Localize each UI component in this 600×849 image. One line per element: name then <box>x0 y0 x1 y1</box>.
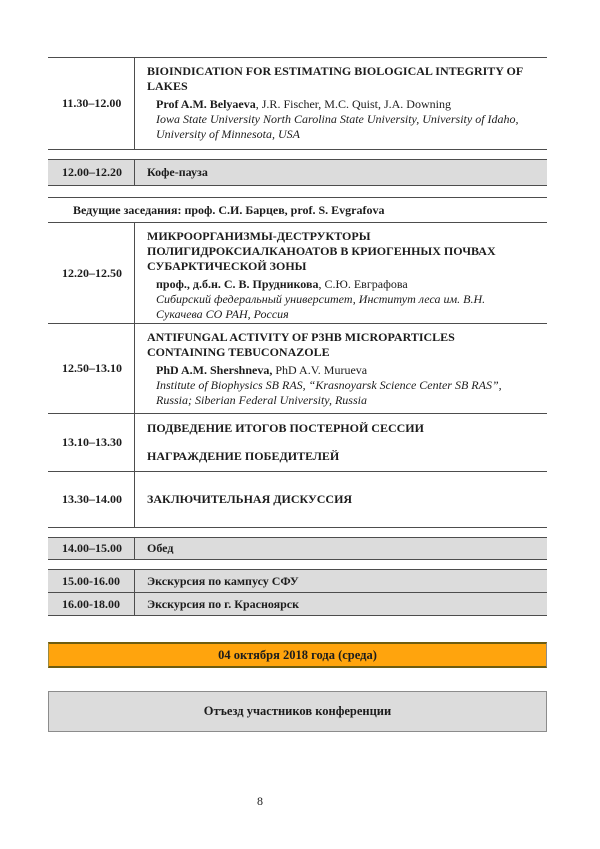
closing-discussion-title: ЗАКЛЮЧИТЕЛЬНАЯ ДИСКУССИЯ <box>147 492 353 506</box>
session-authors <box>156 363 527 378</box>
session-row-bioindication <box>48 58 547 149</box>
session-affiliation: Iowa State University North Carolina State University, University of Idaho, University of Minnesota, USA <box>156 112 519 141</box>
excursion-row-campus <box>48 570 547 592</box>
poster-summary-line1: ПОДВЕДЕНИЕ ИТОГОВ ПОСТЕРНОЙ СЕССИИ <box>147 421 424 435</box>
session-title: МИКРООРГАНИЗМЫ-ДЕСТРУКТОРЫ ПОЛИГИДРОКСИАЛКАНОАТОВ В КРИОГЕННЫХ ПОЧВАХ СУБАРКТИЧЕСКОЙ ЗОНЫ <box>147 229 496 273</box>
coffee-break-row <box>48 160 547 185</box>
session-authors <box>156 277 527 292</box>
excursion-time: 16.00-18.00 <box>48 593 135 615</box>
session-row-microorganisms <box>48 223 547 323</box>
session-content <box>135 223 547 323</box>
session-content <box>135 324 547 413</box>
poster-summary-row <box>48 413 547 471</box>
lunch-time: 14.00–15.00 <box>48 538 135 559</box>
session-content <box>135 58 547 149</box>
page-number: 8 <box>257 794 263 808</box>
session-authors-rest: , С.Ю. Евграфова <box>318 277 408 291</box>
schedule-document <box>48 57 547 732</box>
session-content <box>135 414 547 471</box>
departure-banner: Отъезд участников конференции <box>48 691 547 732</box>
afternoon-session-table <box>48 223 547 528</box>
excursion-time: 15.00-16.00 <box>48 570 135 592</box>
session-authors-rest: , J.R. Fischer, M.C. Quist, J.A. Downing <box>255 97 451 111</box>
excursion-row-city <box>48 592 547 615</box>
session-authors-rest: PhD A.V. Murueva <box>272 363 368 377</box>
closing-discussion-row <box>48 471 547 527</box>
date-banner: 04 октября 2018 года (среда) <box>48 642 547 668</box>
session-time: 12.50–13.10 <box>48 324 135 413</box>
session-content <box>135 472 547 527</box>
coffee-break-table <box>48 159 547 186</box>
session-affiliation: Сибирский федеральный университет, Институт леса им. В.Н. Сукачева СО РАН, Россия <box>156 292 486 321</box>
excursion-label: Экскурсия по г. Красноярск <box>147 596 300 611</box>
session-time: 13.10–13.30 <box>48 414 135 471</box>
lunch-table <box>48 537 547 560</box>
lunch-row <box>48 538 547 559</box>
excursion-label: Экскурсия по кампусу СФУ <box>147 573 299 588</box>
coffee-break-label: Кофе-пауза <box>147 165 208 179</box>
session-time: 12.20–12.50 <box>48 223 135 323</box>
poster-summary-line2: НАГРАЖДЕНИЕ ПОБЕДИТЕЛЕЙ <box>147 449 340 463</box>
morning-session-table <box>48 57 547 150</box>
session-chairs-row: Ведущие заседания: проф. С.И. Барцев, prof. S. Evgrafova <box>48 197 547 223</box>
session-time: 13.30–14.00 <box>48 472 135 527</box>
session-time: 11.30–12.00 <box>48 58 135 149</box>
session-title: BIOINDICATION FOR ESTIMATING BIOLOGICAL INTEGRITY OF LAKES <box>147 64 523 93</box>
coffee-break-time: 12.00–12.20 <box>48 160 135 185</box>
session-affiliation: Institute of Biophysics SB RAS, “Krasnoyarsk Science Center SB RAS”, Russia; Siberian Federal University, Russia <box>156 378 502 407</box>
session-authors <box>156 97 527 112</box>
session-authors-lead: проф., д.б.н. С. В. Прудникова <box>156 277 319 291</box>
session-title: ANTIFUNGAL ACTIVITY OF P3HB MICROPARTICLES CONTAINING TEBUCONAZOLE <box>147 330 455 359</box>
session-authors-lead: Prof A.M. Belyaeva <box>156 97 256 111</box>
session-row-antifungal <box>48 323 547 413</box>
excursions-table <box>48 569 547 616</box>
lunch-label: Обед <box>147 541 174 555</box>
session-authors-lead: PhD A.M. Shershneva, <box>156 363 273 377</box>
